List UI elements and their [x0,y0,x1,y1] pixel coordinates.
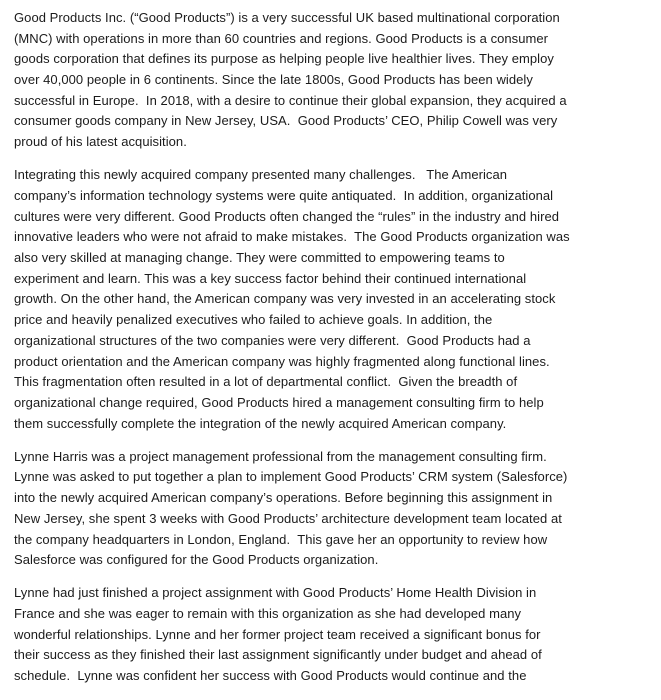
text-line: France and she was eager to remain with this organization as she had developed many [14,606,522,622]
text-line: organizational structures of the two companies were very different. Good Products had a [14,332,531,348]
text-line: Integrating this newly acquired company presented many challenges. The American [14,167,508,183]
text-line: successful in Europe. In 2018, with a desire to continue their global expansion, they acquired a [14,92,567,108]
text-line: Lynne was asked to put together a plan to implement Good Products’ CRM system (Salesforce) [14,469,568,485]
text-line: innovative leaders who were not afraid to make mistakes. The Good Products organization was [14,229,570,245]
text-line: cultures were very different. Good Products often changed the “rules” in the industry and hired [14,208,560,224]
text-line: goods corporation that defines its purpose as helping people live healthier lives. They employ [14,51,554,67]
text-line: also very skilled at managing change. They were committed to empowering teams to [14,250,505,266]
text-line: (MNC) with operations in more than 60 countries and regions. Good Products is a consumer [14,30,549,46]
text-line: company’s information technology systems were quite antiquated. In addition, organizational [14,188,554,203]
paragraph-lynne-harris-assignment [14,447,651,571]
text-line: Salesforce was configured for the Good Products organization. [14,552,379,568]
text-line: price and heavily penalized executives who failed to achieve goals. In addition, the [14,312,493,328]
text-line: Lynne Harris was a project management professional from the management consulting firm. [14,448,547,464]
text-line: the company headquarters in London, England. This gave her an opportunity to review how [14,531,548,547]
text-line: consumer goods company in New Jersey, USA. Good Products’ CEO, Philip Cowell was very [14,113,558,129]
text-line: their success as they finished their last assignment significantly under budget and ahead of [14,647,542,663]
text-line: schedule. Lynne was confident her success with Good Products would continue and the [14,668,527,684]
paragraph-integration-challenges [14,165,651,434]
text-line: wonderful relationships. Lynne and her former project team received a significant bonus for [14,626,541,642]
text-line: over 40,000 people in 6 continents. Since the late 1800s, Good Products has been widely [14,72,533,88]
text-line: product orientation and the American company was highly fragmented along functional lines. [14,353,550,369]
text-line: proud of his latest acquisition. [14,134,187,150]
text-line: them successfully complete the integration of the newly acquired American company. [14,415,507,431]
text-line: Lynne had just finished a project assignment with Good Products’ Home Health Division in [14,585,537,601]
text-line: experiment and learn. This was a key success factor behind their continued international [14,270,527,286]
paragraph-previous-project [14,583,651,686]
text-line: New Jersey, she spent 3 weeks with Good Products’ architecture development team located at [14,510,562,526]
text-line: into the newly acquired American company’s operations. Before beginning this assignment in [14,490,553,506]
paragraph-company-overview [14,8,651,153]
text-line: Good Products Inc. (“Good Products”) is a very successful UK based multinational corporation [14,10,560,25]
text-line: organizational change required, Good Products hired a management consulting firm to help [14,394,544,410]
text-line: growth. On the other hand, the American company was very invested in an accelerating stock [14,291,556,307]
text-line: This fragmentation often resulted in a lot of departmental conflict. Given the breadth of [14,374,518,390]
